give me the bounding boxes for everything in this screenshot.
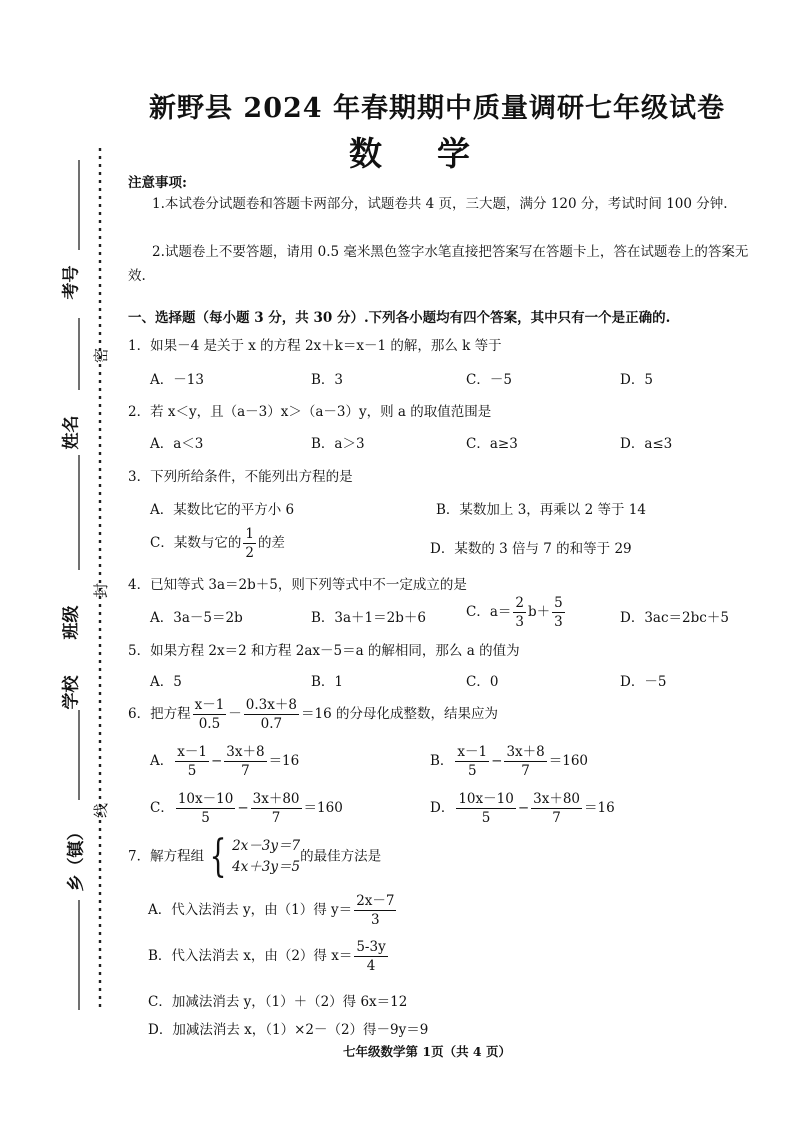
name-label: 姓名 <box>61 415 82 450</box>
q6-c-f1n: 10x－10 <box>177 791 234 807</box>
q6-f2-den: 0.7 <box>260 716 283 732</box>
q2-option-d: D．a≤3 <box>620 436 673 452</box>
q7-option-b <box>148 938 390 975</box>
q6-frac-1 <box>193 696 227 733</box>
q6-b-f2n: 3x＋8 <box>506 744 545 760</box>
notice-item-1: 1.本试卷分试题卷和答题卡两部分，试题卷共 4 页，三大题，满分 120 分，考试时间 100 分钟. <box>152 196 728 212</box>
q7-b-pre: B．代入法消去 x，由（2）得 x＝ <box>148 948 353 964</box>
notice-item-2: 2.试题卷上不要答题，请用 0.5 毫米黑色签字水笔直接把答案写在答题卡上，答在试题卷上的答案无效. <box>128 244 749 284</box>
q7-b-num: 5-3y <box>356 939 386 955</box>
q4-c-frac-2 <box>552 594 565 631</box>
q6-f1-den: 0.5 <box>198 716 221 732</box>
q6-d-label: D． <box>430 800 455 816</box>
school-label: 学校 <box>61 675 82 710</box>
q6-d-f2n: 3x＋80 <box>533 791 581 807</box>
q7-a-num: 2x－7 <box>356 893 395 909</box>
q2-option-c: C．a≥3 <box>466 436 518 452</box>
q7-stem-pre: 7．解方程组 <box>128 848 205 865</box>
q7-option-c: C．加减法消去 y，（1）＋（2）得 6x＝12 <box>148 994 408 1010</box>
q3-option-a: A．某数比它的平方小 6 <box>150 502 295 518</box>
q6-option-a: A． $\frac{x-1}{5}$ − $\frac{3x+8}{7}$ ＝16 <box>150 744 300 779</box>
q4-c-pre: C．a＝ <box>466 604 512 620</box>
q6-a-rhs: ＝16 <box>268 753 300 769</box>
question-5-stem: 5．如果方程 2x＝2 和方程 2ax－5＝a 的解相同，那么 a 的值为 <box>128 643 520 659</box>
q6-b-f2d: 7 <box>521 763 530 779</box>
q6-c-f2n: 3x＋80 <box>252 791 300 807</box>
section-heading: 一、选择题（每小题 3 分，共 30 分）.下列各小题均有四个答案，其中只有一个是正确的. <box>128 310 671 326</box>
q6-b-rhs: ＝160 <box>548 753 589 769</box>
notice-title: 注意事项: <box>128 175 187 191</box>
q4-c-num-1: 2 <box>515 595 524 611</box>
question-1-stem: 1．如果－4 是关于 x 的方程 2x＋k＝x－1 的解，那么 k 等于 <box>128 338 502 354</box>
q6-a-f2n: 3x＋8 <box>226 744 265 760</box>
q6-b-f1d: 5 <box>467 763 477 779</box>
q3-c-fraction <box>243 525 256 562</box>
q6-b-frac-1 <box>455 743 489 780</box>
q6-a-frac-1 <box>175 743 209 780</box>
q6-stem-pre: 6．把方程 <box>128 706 191 722</box>
q7-b-den: 4 <box>366 958 376 974</box>
q2-option-b: B．a＞3 <box>311 436 365 452</box>
q5-option-d: D．－5 <box>620 674 667 690</box>
q5-option-b: B．1 <box>311 674 344 690</box>
q6-d-f1d: 5 <box>481 810 491 826</box>
q3-option-d: D．某数的 3 倍与 7 的和等于 29 <box>430 541 632 557</box>
q6-a-f2d: 7 <box>241 763 250 779</box>
q7-eq-2: 4x＋3y＝5 <box>232 859 301 875</box>
q1-option-a: A．－13 <box>150 372 204 388</box>
q6-c-f1d: 5 <box>201 810 210 826</box>
q6-option-d: D． $\frac{10x-10}{5}$ − $\frac{3x+80}{7}$ ＝16 <box>430 791 615 826</box>
class-label: 班级 <box>61 605 82 640</box>
q6-frac-2 <box>244 696 299 733</box>
q4-c-den-1: 3 <box>515 614 524 630</box>
q6-c-rhs: ＝160 <box>303 800 343 816</box>
q1-option-c: C．－5 <box>466 372 512 388</box>
q6-f1-num: x－1 <box>194 697 225 713</box>
q3-c-pre: C．某数与它的 <box>150 535 242 551</box>
q3-c-den: 2 <box>245 545 254 561</box>
q2-option-a: A．a＜3 <box>150 436 204 452</box>
question-7-stem <box>128 831 382 882</box>
q6-d-frac-2 <box>531 790 582 827</box>
q3-option-c <box>150 525 285 562</box>
township-label: 乡（镇） <box>66 823 87 892</box>
q4-option-a: A．3a－5＝2b <box>150 610 243 626</box>
q7-a-den: 3 <box>371 912 380 928</box>
q6-a-f1n: x－1 <box>177 744 207 760</box>
seal-feng: 封 <box>92 582 111 599</box>
q6-d-frac-1 <box>456 790 515 827</box>
q6-b-frac-2 <box>504 743 546 780</box>
q4-c-num-2: 5 <box>554 595 563 611</box>
q7-option-a <box>148 892 398 929</box>
q6-b-label: B． <box>430 753 454 769</box>
q7-a-frac <box>354 892 396 929</box>
q6-a-frac-2 <box>224 743 266 780</box>
subject-title: 数学 <box>349 134 525 173</box>
q5-option-c: C．0 <box>466 674 499 690</box>
q7-stem-post: 的最佳方法是 <box>300 848 382 865</box>
q6-d-rhs: ＝16 <box>584 800 615 816</box>
seal-xian: 线 <box>92 802 111 819</box>
q7-equation-system <box>204 831 301 882</box>
q6-a-f1d: 5 <box>187 763 197 779</box>
q4-option-c <box>466 594 567 631</box>
q3-c-post: 的差 <box>257 535 285 551</box>
question-6-stem <box>128 696 498 733</box>
q6-c-label: C． <box>150 800 174 816</box>
question-4-stem: 4．已知等式 3a＝2b＋5，则下列等式中不一定成立的是 <box>128 577 467 593</box>
q4-c-den-2: 3 <box>554 614 563 630</box>
seal-mi: 密 <box>92 347 111 364</box>
q6-option-b: B． $\frac{x-1}{5}$ − $\frac{3x+8}{7}$ ＝160 <box>430 744 589 779</box>
q6-a-label: A． <box>150 753 174 769</box>
q6-f2-num: 0.3x＋8 <box>245 697 297 713</box>
exam-title: 新野县 2024 年春期期中质量调研七年级试卷 <box>149 93 725 124</box>
q1-option-d: D．5 <box>620 372 653 388</box>
q7-b-frac <box>354 938 387 975</box>
q7-brace: { <box>209 831 227 882</box>
q7-option-d: D．加减法消去 x，（1）×2－（2）得－9y＝9 <box>148 1022 429 1038</box>
q6-d-f2d: 7 <box>552 810 561 826</box>
q6-b-f1n: x－1 <box>457 744 488 760</box>
q6-c-frac-2 <box>251 790 302 827</box>
q6-d-f1n: 10x－10 <box>458 791 514 807</box>
q6-minus: － <box>228 706 242 722</box>
q6-option-c: C． $\frac{10x-10}{5}$ − $\frac{3x+80}{7}$ ＝160 <box>150 791 343 826</box>
page-footer: 七年级数学第 1页（共 4 页） <box>343 1044 511 1059</box>
q7-equations <box>232 836 300 878</box>
q3-option-b: B．某数加上 3，再乘以 2 等于 14 <box>436 502 646 518</box>
q4-option-d: D．3ac＝2bc＋5 <box>620 610 729 626</box>
q6-c-f2d: 7 <box>271 810 281 826</box>
q4-c-mid: b＋ <box>527 604 551 620</box>
exam-no-label: 考号 <box>61 265 82 300</box>
q6-c-frac-1 <box>176 790 235 827</box>
q5-option-a: A．5 <box>150 674 182 690</box>
q1-option-b: B．3 <box>311 372 344 388</box>
question-3-stem: 3．下列所给条件，不能列出方程的是 <box>128 469 353 485</box>
q4-c-frac-1 <box>513 594 526 631</box>
q4-option-b: B．3a＋1＝2b＋6 <box>311 610 426 626</box>
q7-a-pre: A．代入法消去 y，由（1）得 y＝ <box>148 902 353 918</box>
q3-c-num: 1 <box>245 526 254 542</box>
question-2-stem: 2．若 x＜y，且（a－3）x＞（a－3）y，则 a 的取值范围是 <box>128 404 492 420</box>
q6-stem-post: ＝16 的分母化成整数，结果应为 <box>300 706 498 722</box>
q7-eq-1: 2x－3y＝7 <box>232 838 301 854</box>
